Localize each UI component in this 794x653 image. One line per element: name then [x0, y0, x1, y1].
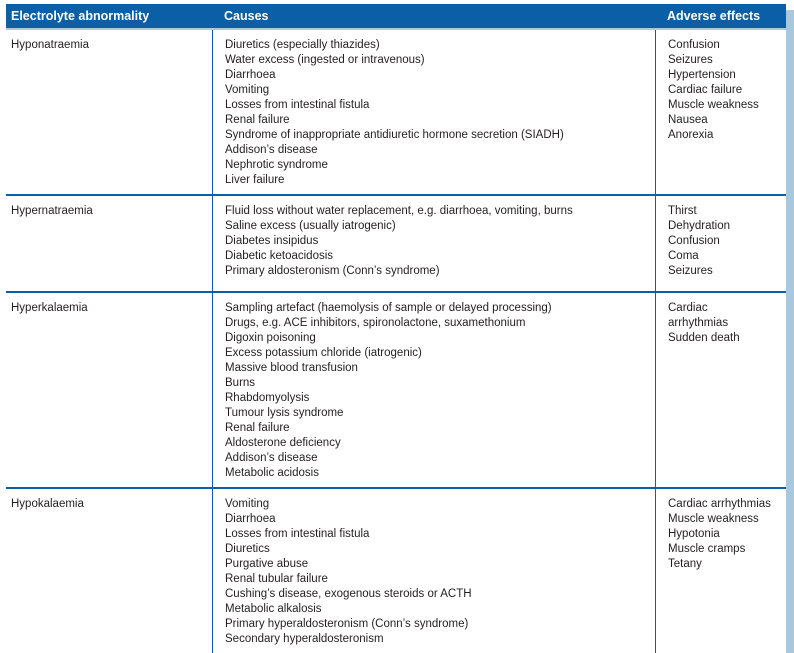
cell-line: Saline excess (usually iatrogenic) [225, 220, 396, 232]
cell-causes [212, 196, 655, 291]
cell-line: Confusion [668, 235, 720, 247]
cell-line: Diuretics (especially thiazides) [225, 39, 380, 51]
cell-line: Renal tubular failure [225, 573, 328, 585]
cell-line: Cardiac [668, 302, 708, 314]
cell-line: Digoxin poisoning [225, 332, 316, 344]
cell-line: Rhabdomyolysis [225, 392, 310, 404]
cell-line: Renal failure [225, 114, 290, 126]
table-row-hypokalaemia [6, 487, 786, 653]
cell-line: Syndrome of inappropriate antidiuretic hormone secretion (SIADH) [225, 129, 564, 141]
table-body [6, 30, 786, 653]
header-cell-causes: Causes [224, 9, 269, 23]
table-row-hypernatraemia [6, 194, 786, 291]
cell-line: Fluid loss without water replacement, e.g. diarrhoea, vomiting, burns [225, 205, 573, 217]
cell-line: Coma [668, 250, 699, 262]
cell-line: Secondary hyperaldosteronism [225, 633, 384, 645]
table-row-hyperkalaemia [6, 291, 786, 487]
cell-line: Diarrhoea [225, 69, 276, 81]
cell-line: Muscle cramps [668, 543, 746, 555]
cell-line: Metabolic alkalosis [225, 603, 322, 615]
cell-causes [212, 293, 655, 487]
cell-line: Muscle weakness [668, 99, 759, 111]
cell-line: Seizures [668, 54, 713, 66]
abnormality-label: Hypokalaemia [11, 498, 84, 510]
table-row-hyponatraemia [6, 30, 786, 194]
cell-line: Primary hyperaldosteronism (Conn’s syndrome) [225, 618, 469, 630]
abnormality-label: Hyperkalaemia [11, 302, 88, 314]
cell-line: Metabolic acidosis [225, 467, 319, 479]
cell-abnormality [6, 196, 212, 291]
abnormality-label: Hyponatraemia [11, 39, 89, 51]
cell-adverse-effects [655, 293, 786, 487]
cell-line: Excess potassium chloride (iatrogenic) [225, 347, 422, 359]
cell-line: Cardiac failure [668, 84, 743, 96]
cell-abnormality [6, 489, 212, 653]
cell-line: Primary aldosteronism (Conn’s syndrome) [225, 265, 440, 277]
cell-causes [212, 489, 655, 653]
table-header [6, 4, 786, 28]
cell-line: Hypotonia [668, 528, 720, 540]
abnormality-label: Hypernatraemia [11, 205, 93, 217]
cell-line: Tetany [668, 558, 702, 570]
cell-line: Losses from intestinal fistula [225, 99, 370, 111]
cell-line: Burns [225, 377, 256, 389]
cell-line: Diuretics [225, 543, 270, 555]
cell-adverse-effects [655, 489, 786, 653]
cell-line: Water excess (ingested or intravenous) [225, 54, 425, 66]
cell-line: Addison’s disease [225, 144, 318, 156]
cell-adverse-effects [655, 30, 786, 194]
cell-line: Sudden death [668, 332, 740, 344]
cell-line: arrhythmias [668, 317, 729, 329]
cell-line: Renal failure [225, 422, 290, 434]
cell-line: Thirst [668, 205, 697, 217]
cell-adverse-effects [655, 196, 786, 291]
cell-line: Diabetes insipidus [225, 235, 319, 247]
cell-line: Sampling artefact (haemolysis of sample or delayed processing) [225, 302, 552, 314]
cell-causes [212, 30, 655, 194]
cell-line: Cushing’s disease, exogenous steroids or ACTH [225, 588, 472, 600]
cell-line: Purgative abuse [225, 558, 309, 570]
cell-abnormality [6, 30, 212, 194]
cell-line: Diabetic ketoacidosis [225, 250, 334, 262]
cell-abnormality [6, 293, 212, 487]
cell-line: Aldosterone deficiency [225, 437, 341, 449]
electrolyte-table [6, 4, 786, 653]
cell-line: Drugs, e.g. ACE inhibitors, spironolactone, suxamethonium [225, 317, 526, 329]
header-cell-adverse-effects: Adverse effects [667, 9, 761, 23]
drop-shadow-right [786, 10, 794, 653]
cell-line: Nausea [668, 114, 708, 126]
cell-line: Anorexia [668, 129, 714, 141]
cell-line: Dehydration [668, 220, 731, 232]
cell-line: Seizures [668, 265, 713, 277]
cell-line: Hypertension [668, 69, 736, 81]
cell-line: Confusion [668, 39, 720, 51]
header-cell-abnormality: Electrolyte abnormality [11, 9, 150, 23]
cell-line: Massive blood transfusion [225, 362, 358, 374]
cell-line: Vomiting [225, 84, 270, 96]
cell-line: Nephrotic syndrome [225, 159, 328, 171]
cell-line: Addison’s disease [225, 452, 318, 464]
cell-line: Muscle weakness [668, 513, 759, 525]
cell-line: Losses from intestinal fistula [225, 528, 370, 540]
cell-line: Tumour lysis syndrome [225, 407, 344, 419]
cell-line: Cardiac arrhythmias [668, 498, 771, 510]
cell-line: Diarrhoea [225, 513, 276, 525]
cell-line: Liver failure [225, 174, 285, 186]
cell-line: Vomiting [225, 498, 270, 510]
